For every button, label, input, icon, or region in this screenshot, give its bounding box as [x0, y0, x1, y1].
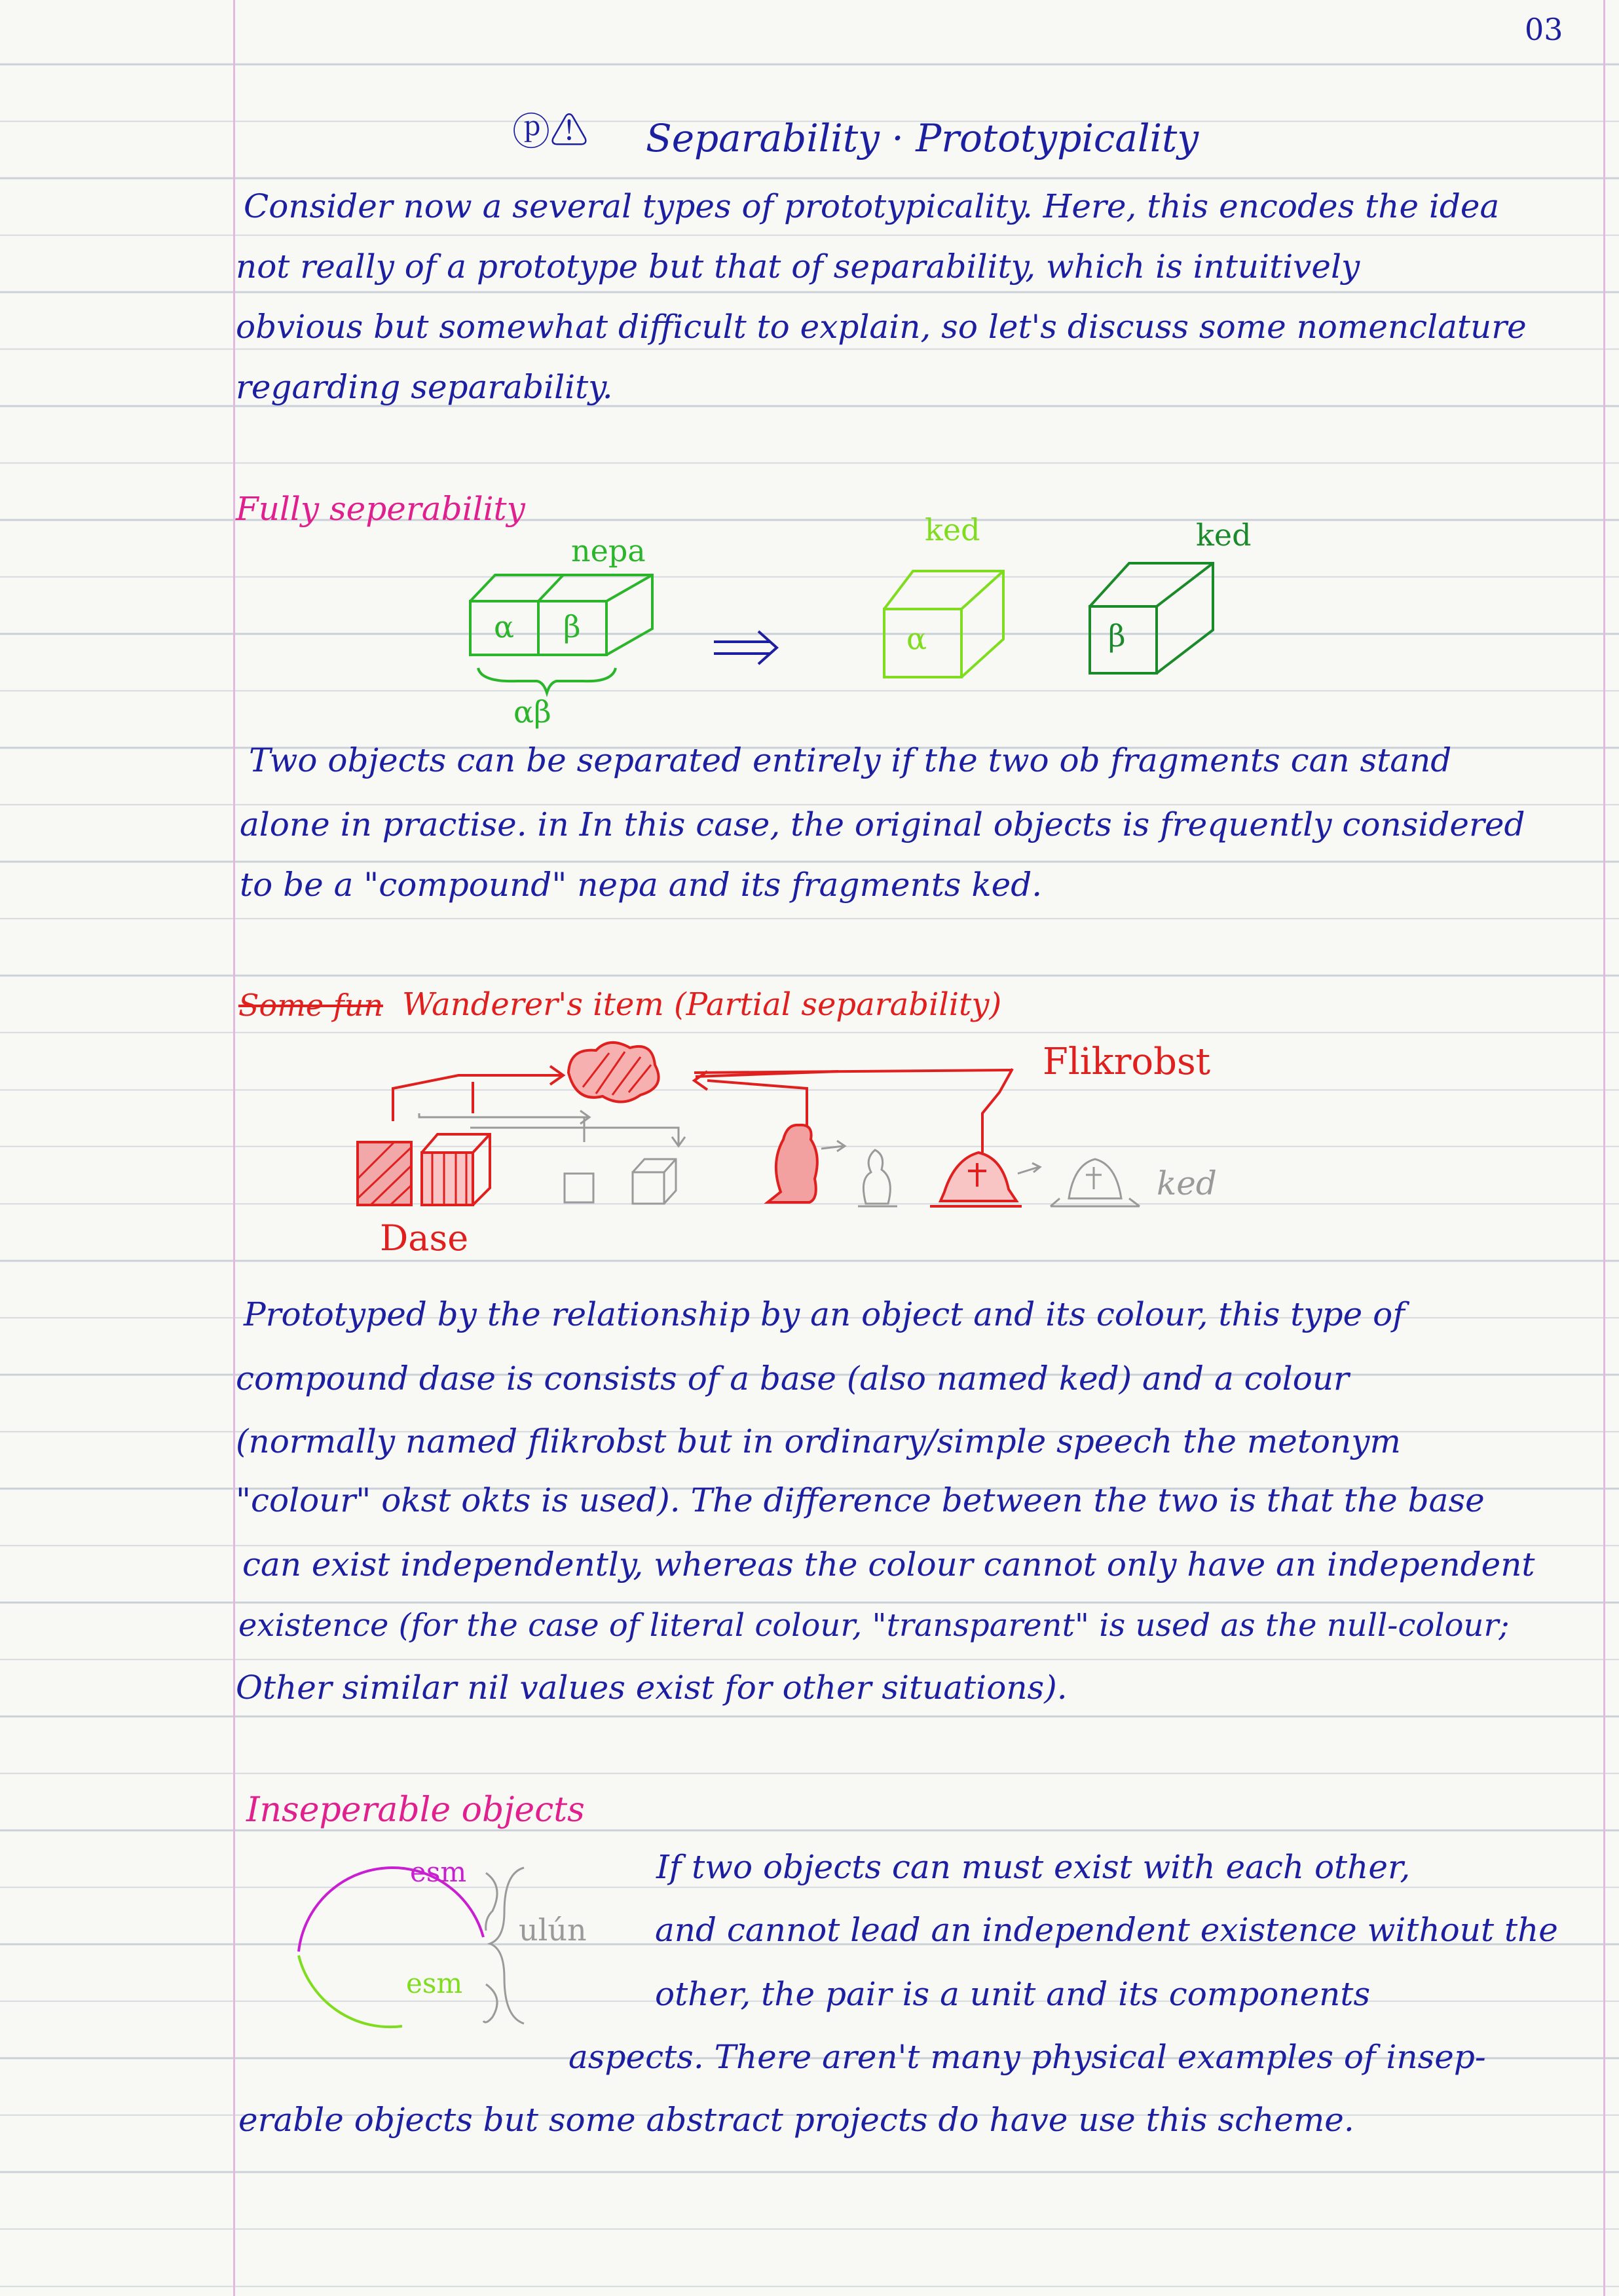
- label-ked-2: ked: [1196, 517, 1252, 553]
- partial-text-line: can exist independently, whereas the colour cannot only have an independent: [242, 1546, 1535, 1583]
- full-text-line: Two objects can be separated entirely if the two ob fragments can stand: [249, 741, 1452, 779]
- partial-text-line: "colour" okst okts is used). The difference between the two is that the base: [236, 1481, 1485, 1519]
- full-text-line: to be a "compound" nepa and its fragments ked.: [240, 866, 1043, 904]
- section-heading-struck: Some fun: [238, 988, 383, 1023]
- full-text-line: alone in practise. in In this case, the original objects is frequently considered: [240, 805, 1525, 843]
- brace: [478, 668, 616, 693]
- label-esm-bottom: esm: [406, 1967, 463, 1999]
- partial-text-line: Prototyped by the relationship by an object and its colour, this type of: [244, 1295, 1405, 1333]
- page-title: Separability · Prototypicality: [646, 116, 1199, 160]
- gray-square: [565, 1174, 593, 1202]
- section-heading-partial: Wanderer's item (Partial separability): [402, 986, 1002, 1023]
- insep-text-line: other, the pair is a unit and its components: [655, 1975, 1371, 2013]
- insep-text-line: and cannot lead an independent existence without the: [655, 1911, 1558, 1949]
- cell-beta: β: [563, 609, 581, 644]
- intro-line: obvious but somewhat difficult to explain, so let's discuss some nomenclature: [236, 308, 1527, 346]
- fragment-alpha-box: [884, 571, 1003, 677]
- inseparable-diagram: [299, 1868, 524, 2027]
- label-ked-1: ked: [925, 512, 980, 547]
- implies-arrow: [714, 631, 777, 664]
- insep-text-line: aspects. There aren't many physical examples of insep-: [568, 2038, 1486, 2076]
- frag-alpha-label: α: [906, 621, 927, 656]
- section-heading-insep: Inseperable objects: [246, 1790, 585, 1830]
- brace-label: αβ: [513, 694, 551, 730]
- gray-cube: [633, 1159, 676, 1204]
- label-nepa: nepa: [571, 533, 646, 568]
- small-brace-bottom: [483, 1984, 497, 2022]
- partial-text-line: (normally named flikrobst but in ordinary/simple speech the metonym: [236, 1422, 1401, 1460]
- partial-text-line: compound dase is consists of a base (also named ked) and a colour: [236, 1360, 1349, 1398]
- intro-line: not really of a prototype but that of separability, which is intuitively: [236, 248, 1360, 286]
- circle-bottom-arc: [299, 1955, 402, 2027]
- label-esm-top: esm: [410, 1856, 467, 1888]
- section-heading-full: Fully seperability: [236, 490, 525, 528]
- page-number: 03: [1525, 12, 1563, 47]
- small-brace-top: [486, 1873, 497, 1931]
- partial-text-line: existence (for the case of literal colour, "transparent" is used as the null-colour;: [238, 1607, 1510, 1644]
- intro-line: regarding separability.: [236, 368, 613, 406]
- gray-bishop-figure: [1051, 1159, 1140, 1206]
- partial-text-line: Other similar nil values exist for other situations).: [236, 1669, 1068, 1707]
- frag-beta-label: β: [1108, 618, 1126, 654]
- red-pawn-figure: [768, 1125, 817, 1202]
- label-ked-gray: ked: [1157, 1164, 1217, 1202]
- label-dase: Dase: [380, 1217, 469, 1259]
- insep-text-line: erable objects but some abstract projects do have use this scheme.: [238, 2101, 1354, 2139]
- label-ulun: ulún: [519, 1912, 587, 1948]
- intro-line: Consider now a several types of prototypicality. Here, this encodes the idea: [244, 187, 1500, 225]
- gray-pawn-figure: [858, 1150, 897, 1206]
- title-symbols: ⓟ⚠: [512, 109, 589, 154]
- insep-text-line: If two objects can must exist with each other,: [656, 1848, 1411, 1886]
- label-flikrobst: Flikrobst: [1043, 1041, 1211, 1083]
- partial-separability-diagram: [358, 1043, 1140, 1206]
- cell-alpha: α: [494, 609, 515, 644]
